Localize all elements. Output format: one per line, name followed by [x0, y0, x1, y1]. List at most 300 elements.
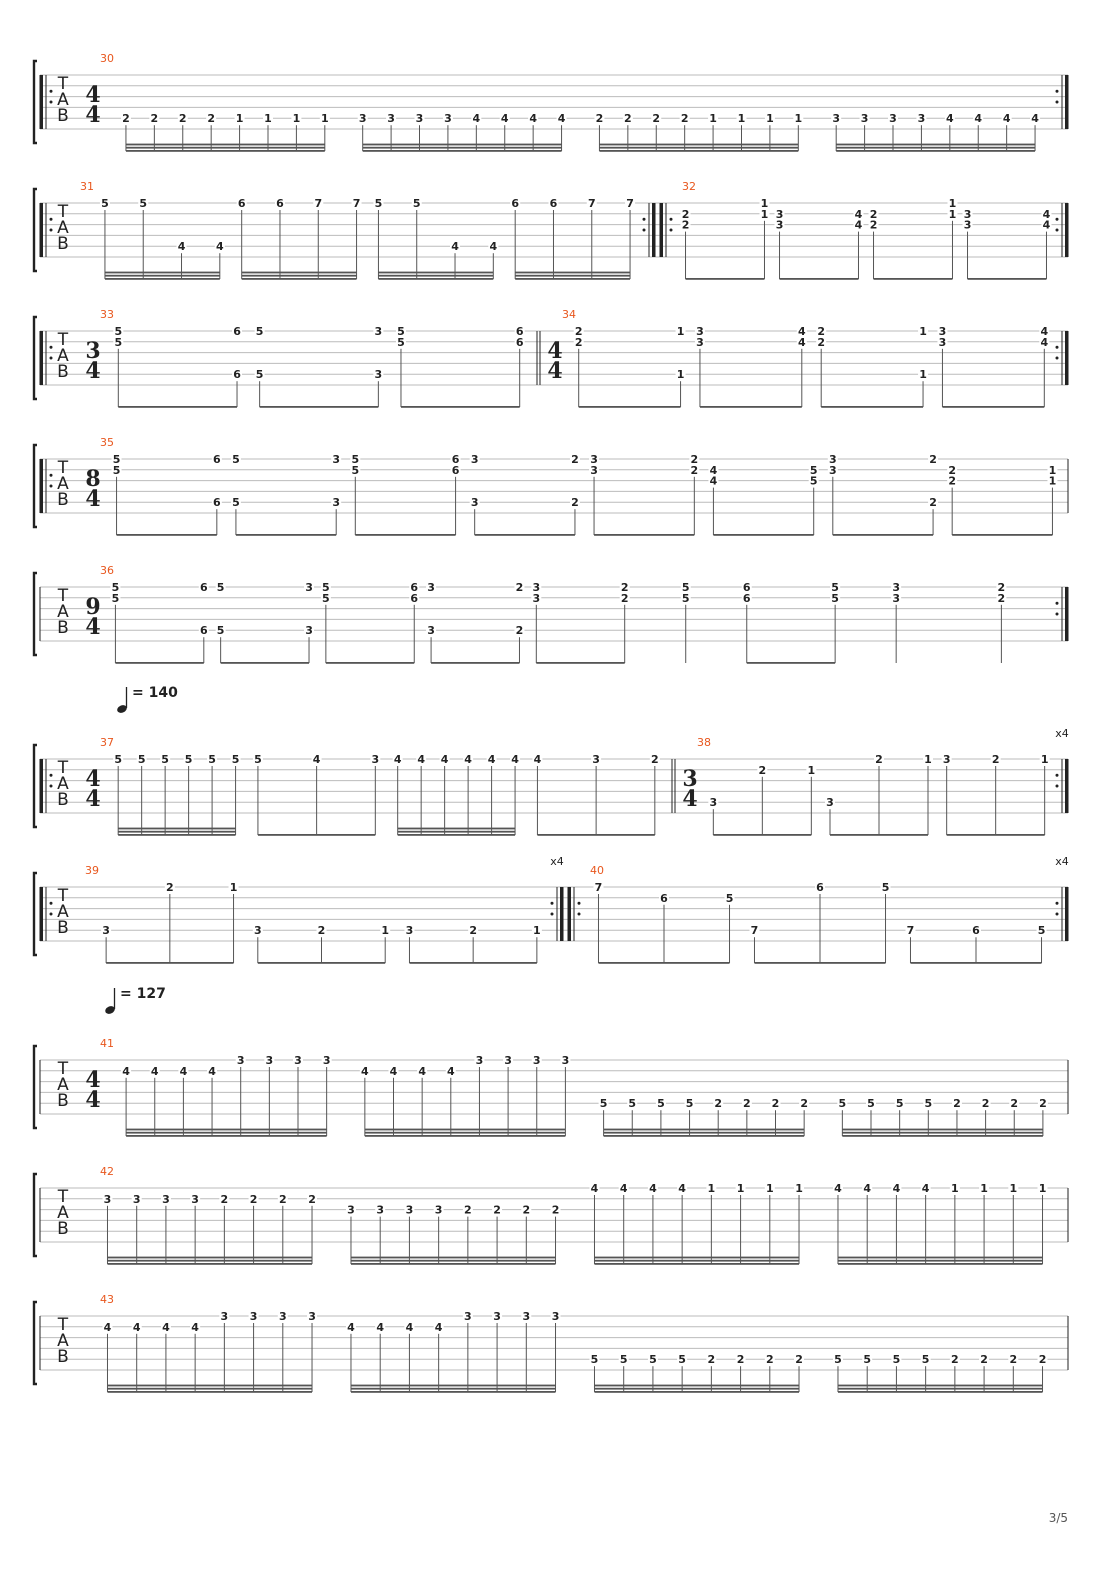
fret-number: 6: [410, 581, 419, 594]
tab-system: [34, 436, 1068, 536]
time-signature-bottom: 4: [85, 786, 101, 812]
beam: [942, 406, 1044, 408]
fret-number: 3: [938, 325, 947, 338]
fret-number: 2: [875, 753, 883, 766]
beam: [107, 1388, 312, 1390]
fret-number: 7: [626, 197, 634, 210]
fret-number: 5: [254, 753, 262, 766]
measure-number: 41: [100, 1037, 114, 1050]
fret-number: 2: [278, 1192, 287, 1206]
fret-number: 2: [220, 1192, 229, 1206]
fret-number: 4: [590, 1182, 599, 1195]
fret-number: 5: [255, 368, 264, 382]
fret-number: 2: [595, 112, 604, 126]
repeat-dot: [551, 913, 554, 916]
tab-clef-letter: A: [57, 474, 69, 494]
time-signature-top: 3: [85, 338, 101, 364]
note-group: [963, 208, 1052, 280]
beam: [598, 962, 729, 964]
tab-clef-letter: A: [57, 602, 69, 622]
fret-number: 3: [532, 1054, 541, 1067]
fret-number: 2: [178, 112, 187, 126]
fret-number: 5: [831, 581, 839, 594]
repeat-end-bar: [652, 203, 655, 257]
fret-number: 3: [427, 581, 435, 594]
beam: [107, 1385, 312, 1387]
fret-number: 5: [678, 1353, 686, 1367]
fret-number: 6: [816, 881, 824, 894]
time-signature-bottom: 4: [85, 358, 101, 384]
measure: [40, 180, 655, 280]
note-group: [112, 453, 222, 536]
repeat-dot: [50, 346, 53, 349]
time-signature-top: 4: [85, 82, 101, 108]
beam: [117, 534, 217, 536]
fret-number: 6: [451, 463, 460, 477]
note-group: [825, 753, 933, 836]
fret-number: 3: [220, 1310, 229, 1323]
fret-number: 1: [676, 325, 685, 338]
note-group: [255, 325, 384, 408]
fret-number: 3: [434, 1203, 443, 1217]
note-group: [708, 464, 818, 536]
beam: [594, 1260, 799, 1262]
repeat-start-bar: [568, 887, 571, 941]
measure-number: 33: [100, 308, 114, 321]
note-group: [470, 453, 580, 536]
fret-number: 4: [500, 112, 509, 126]
fret-number: 1: [737, 112, 746, 126]
repeat-end-bar: [1065, 759, 1068, 813]
measure-number: 38: [697, 736, 711, 749]
beam: [105, 278, 220, 280]
fret-number: 5: [112, 453, 121, 466]
fret-number: 6: [511, 197, 520, 210]
fret-number: 3: [322, 1054, 331, 1067]
system-bracket: [34, 445, 37, 527]
fret-number: 2: [980, 1353, 988, 1367]
beam: [107, 1263, 312, 1265]
fret-number: 1: [980, 1182, 988, 1195]
beam: [401, 406, 520, 408]
note-group: [102, 1310, 317, 1393]
fret-number: 2: [122, 112, 130, 126]
fret-number: 3: [253, 924, 262, 938]
fret-number: 2: [953, 1097, 961, 1111]
beam: [378, 278, 493, 280]
beam: [118, 406, 237, 408]
tab-clef-letter: B: [57, 234, 69, 254]
measure: [660, 180, 1068, 280]
note-group: [396, 325, 525, 408]
fret-number: 3: [191, 1192, 199, 1206]
fret-number: 3: [305, 581, 313, 594]
repeat-start-bar: [40, 203, 43, 257]
fret-number: 6: [515, 325, 524, 338]
note-group: [708, 764, 816, 836]
beam: [968, 278, 1047, 280]
fret-number: 2: [707, 1353, 716, 1367]
fret-number: 2: [869, 218, 878, 232]
beam: [236, 534, 336, 536]
tab-clef-letter: A: [57, 90, 69, 110]
repeat-count: x4: [1055, 855, 1069, 868]
fret-number: 2: [1039, 1097, 1047, 1111]
tab-clef-letter: T: [57, 1315, 69, 1335]
beam: [833, 534, 933, 536]
fret-number: 5: [114, 325, 123, 338]
tab-clef-letter: A: [57, 1331, 69, 1351]
note-group: [891, 581, 901, 663]
beam: [105, 272, 220, 274]
note-group: [216, 581, 314, 664]
measure-number: 39: [85, 864, 99, 877]
beam: [118, 834, 235, 836]
note-group: [360, 1054, 571, 1137]
fret-number: 5: [831, 591, 839, 605]
measure: [568, 855, 1069, 964]
system-bracket: [34, 317, 37, 399]
note-group: [102, 1193, 317, 1265]
beam: [106, 962, 233, 964]
fret-number: 3: [475, 1054, 484, 1067]
measure: [40, 1293, 1068, 1393]
beam: [713, 534, 813, 536]
fret-number: 5: [685, 1097, 694, 1111]
fret-number: 4: [418, 1064, 426, 1078]
fret-number: 3: [305, 624, 313, 638]
beam: [838, 1260, 1043, 1262]
tab-clef-letter: B: [57, 618, 69, 638]
fret-number: 2: [1010, 1097, 1019, 1111]
repeat-dot: [50, 485, 53, 488]
fret-number: 6: [515, 335, 524, 349]
fret-number: 3: [938, 335, 947, 349]
repeat-dot: [1056, 218, 1059, 221]
fret-number: 4: [1040, 325, 1049, 338]
tab-clef-letter: T: [57, 1059, 69, 1079]
beam: [599, 147, 798, 149]
tab-clef-letter: T: [57, 330, 69, 350]
fret-number: 2: [681, 218, 690, 232]
fret-number: 5: [834, 1353, 842, 1367]
repeat-dot: [50, 101, 53, 104]
beam: [599, 150, 798, 152]
fret-number: 6: [212, 453, 221, 466]
note-group: [775, 208, 864, 280]
fret-number: 4: [312, 753, 321, 766]
fret-number: 2: [929, 496, 937, 510]
note-group: [237, 197, 362, 280]
fret-number: 2: [515, 624, 524, 638]
beam: [475, 534, 575, 536]
fret-number: 3: [551, 1310, 560, 1323]
fret-number: 4: [393, 753, 402, 766]
repeat-dot: [50, 774, 53, 777]
beam: [842, 1135, 1043, 1137]
note-group: [350, 453, 460, 536]
fret-number: 1: [1040, 753, 1049, 766]
note-group: [742, 581, 840, 664]
fret-number: 4: [1031, 112, 1039, 126]
fret-number: 3: [828, 453, 837, 466]
beam: [830, 834, 928, 836]
fret-number: 2: [624, 112, 632, 126]
fret-number: 3: [308, 1310, 316, 1323]
note-group: [510, 197, 635, 280]
repeat-start-bar: [40, 887, 43, 941]
tab-system: [34, 564, 1068, 664]
repeat-dot: [1056, 101, 1059, 104]
repeat-dot: [1056, 346, 1059, 349]
repeat-dot: [670, 229, 673, 232]
tab-clef-letter: B: [57, 1219, 69, 1239]
fret-number: 6: [199, 624, 208, 638]
fret-number: 3: [358, 112, 367, 126]
note-group: [100, 197, 225, 280]
fret-number: 1: [794, 112, 803, 126]
measure: [40, 52, 1068, 152]
tab-clef-letter: T: [57, 202, 69, 222]
repeat-dot: [1056, 229, 1059, 232]
fret-number: 5: [1037, 924, 1046, 938]
fret-number: 3: [892, 591, 900, 605]
fret-number: 2: [652, 112, 661, 126]
note-group: [589, 453, 699, 536]
fret-number: 2: [800, 1097, 808, 1111]
beam: [258, 962, 385, 964]
beam: [594, 1257, 799, 1259]
beam: [326, 662, 414, 664]
fret-number: 5: [628, 1097, 637, 1111]
beam: [842, 1132, 1043, 1134]
tab-clef-letter: A: [57, 1203, 69, 1223]
fret-number: 2: [765, 1353, 774, 1367]
fret-number: 3: [415, 112, 424, 126]
fret-number: 1: [951, 1182, 959, 1195]
measure-number: 37: [100, 736, 114, 749]
beam: [836, 150, 1035, 152]
fret-number: 2: [1009, 1353, 1018, 1367]
repeat-dot: [551, 902, 554, 905]
beam: [107, 1260, 312, 1262]
note-group: [947, 464, 1057, 536]
fret-number: 4: [529, 112, 537, 126]
note-group: [942, 753, 1050, 836]
measure-number: 40: [590, 864, 604, 877]
fret-number: 7: [750, 924, 759, 938]
beam: [221, 662, 309, 664]
fret-number: 5: [114, 335, 123, 349]
fret-number: 1: [795, 1182, 803, 1195]
fret-number: 3: [522, 1310, 531, 1323]
fret-number: 3: [102, 924, 110, 938]
beam: [515, 275, 630, 277]
tab-clef-letter: A: [57, 902, 69, 922]
repeat-dot: [1056, 357, 1059, 360]
fret-number: 2: [681, 207, 690, 221]
beam: [838, 1385, 1043, 1387]
fret-number: 4: [649, 1182, 657, 1195]
repeat-dot: [50, 785, 53, 788]
fret-number: 3: [532, 591, 541, 605]
fret-number: 5: [681, 591, 690, 605]
beam: [431, 662, 519, 664]
fret-number: 2: [1038, 1353, 1047, 1367]
fret-number: 3: [332, 496, 341, 510]
fret-number: 3: [332, 453, 341, 466]
fret-number: 4: [1042, 207, 1051, 221]
fret-number: 1: [765, 1182, 774, 1195]
fret-number: 3: [860, 112, 869, 126]
fret-number: 6: [742, 591, 751, 605]
fret-number: 3: [590, 453, 598, 466]
tab-clef-letter: B: [57, 106, 69, 126]
fret-number: 1: [736, 1182, 745, 1195]
repeat-dot: [643, 218, 646, 221]
fret-number: 4: [103, 1320, 112, 1334]
note-group: [346, 1310, 561, 1393]
fret-number: 3: [892, 581, 900, 594]
fret-number: 2: [493, 1203, 501, 1217]
fret-number: 3: [162, 1192, 170, 1206]
measure-number: 31: [80, 180, 94, 193]
repeat-dot: [1056, 785, 1059, 788]
repeat-start-bar: [40, 75, 43, 129]
beam: [398, 834, 515, 836]
fret-number: 3: [832, 112, 841, 126]
fret-number: 2: [207, 112, 215, 126]
beam: [107, 1391, 312, 1393]
fret-number: 1: [760, 207, 769, 221]
tab-system: [34, 986, 1068, 1137]
fret-number: 2: [150, 112, 159, 126]
fret-number: 4: [122, 1064, 130, 1078]
tab-clef-letter: A: [57, 346, 69, 366]
fret-number: 5: [231, 753, 240, 766]
tab-clef-letter: B: [57, 790, 69, 810]
fret-number: 4: [464, 753, 472, 766]
beam: [604, 1129, 805, 1131]
tab-clef-letter: A: [57, 1075, 69, 1095]
fret-number: 2: [690, 463, 699, 477]
note-group: [346, 1204, 561, 1265]
tab-clef-letter: B: [57, 1347, 69, 1367]
fret-number: 5: [139, 197, 148, 210]
repeat-dot: [578, 913, 581, 916]
fret-number: 5: [619, 1353, 628, 1367]
fret-number: 4: [434, 1320, 443, 1334]
fret-number: 2: [991, 753, 1000, 766]
fret-number: 1: [709, 112, 717, 126]
fret-number: 3: [942, 753, 951, 766]
fret-number: 4: [797, 325, 806, 338]
beam: [351, 1263, 556, 1265]
measure: [540, 308, 1068, 408]
beam: [842, 1129, 1043, 1131]
fret-number: 3: [103, 1192, 112, 1206]
fret-number: 2: [317, 924, 326, 938]
beam: [700, 406, 802, 408]
beam: [363, 147, 562, 149]
fret-number: 3: [828, 463, 837, 477]
repeat-dot: [1056, 90, 1059, 93]
beam: [594, 1385, 799, 1387]
time-signature-top: 4: [85, 1067, 101, 1093]
measure: [675, 727, 1069, 836]
beam: [594, 1388, 799, 1390]
fret-number: 2: [981, 1097, 990, 1111]
measure: [40, 736, 672, 836]
fret-number: 5: [114, 753, 123, 766]
fret-number: 1: [919, 325, 927, 338]
fret-number: 4: [487, 753, 496, 766]
time-signature-bottom: 4: [547, 358, 563, 384]
beam: [126, 147, 325, 149]
tempo-value: = 127: [120, 986, 166, 1002]
beam: [355, 534, 455, 536]
time-signature-bottom: 4: [85, 102, 101, 128]
fret-number: 5: [809, 463, 818, 477]
fret-number: 4: [215, 240, 224, 254]
beam: [838, 1388, 1043, 1390]
note-group: [110, 581, 208, 664]
note-group: [426, 581, 524, 664]
note-group: [321, 581, 419, 664]
beam: [874, 278, 953, 280]
time-signature-top: 8: [85, 466, 101, 492]
fret-number: 5: [111, 581, 120, 594]
fret-number: 6: [212, 496, 221, 510]
fret-number: 7: [352, 197, 361, 210]
beam: [594, 1391, 799, 1393]
beam: [242, 275, 357, 277]
fret-number: 2: [680, 112, 689, 126]
beam: [910, 962, 1041, 964]
tab-system: [34, 855, 1069, 964]
fret-number: 3: [294, 1054, 302, 1067]
fret-number: 2: [571, 496, 579, 510]
fret-number: 5: [101, 197, 109, 210]
measure-number: 30: [100, 52, 114, 65]
tab-clef-letter: A: [57, 218, 69, 238]
fret-number: 1: [919, 368, 927, 382]
fret-number: 3: [561, 1054, 570, 1067]
fret-number: 6: [549, 197, 558, 210]
fret-number: 4: [177, 240, 186, 254]
fret-number: 2: [469, 924, 477, 938]
fret-number: 1: [264, 112, 272, 126]
fret-number: 2: [522, 1203, 531, 1217]
fret-number: 2: [690, 453, 699, 466]
fret-number: 3: [236, 1054, 245, 1067]
fret-number: 3: [696, 325, 704, 338]
fret-number: 1: [1009, 1182, 1018, 1195]
beam: [599, 144, 798, 146]
repeat-dot: [578, 902, 581, 905]
fret-number: 1: [381, 924, 390, 938]
fret-number: 2: [464, 1203, 472, 1217]
repeat-end-bar: [560, 887, 563, 941]
beam: [836, 147, 1035, 149]
beam: [118, 828, 235, 830]
fret-number: 7: [594, 881, 603, 894]
system-bracket: [34, 873, 37, 955]
note-group: [231, 453, 341, 536]
fret-number: 3: [775, 218, 784, 232]
fret-number: 5: [809, 474, 818, 488]
tab-clef-letter: T: [57, 758, 69, 778]
